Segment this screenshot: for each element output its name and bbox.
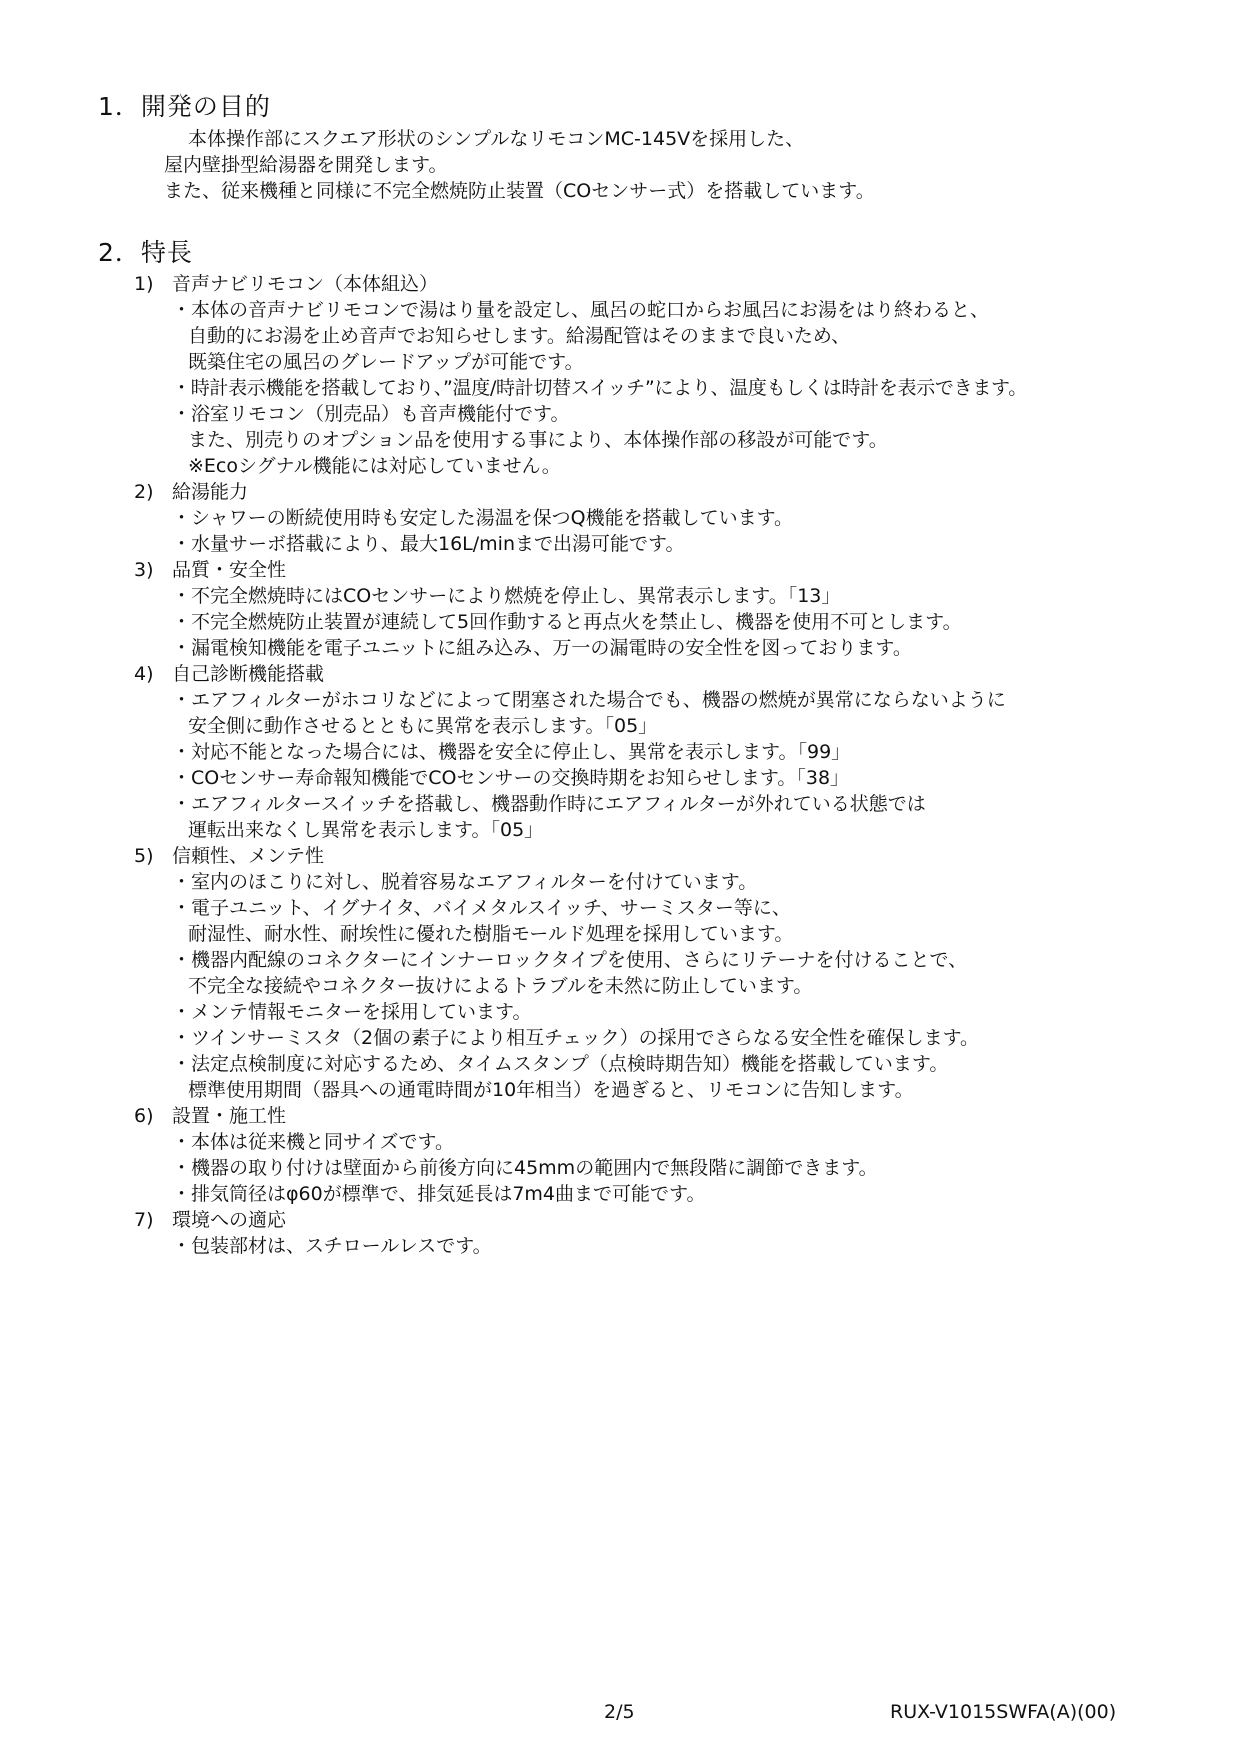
feature-line: ・シャワーの断続使用時も安定した湯温を保つQ機能を搭載しています。: [172, 507, 794, 529]
feature-number: 5): [134, 845, 154, 867]
feature-title: 信頼性、メンテ性: [172, 845, 325, 867]
feature-line: ・メンテ情報モニターを採用しています。: [172, 1001, 532, 1023]
feature-line: 標準使用期間（器具への通電時間が10年相当）を過ぎると、リモコンに告知します。: [188, 1079, 914, 1101]
section-1-line: また、従来機種と同様に不完全燃焼防止装置（COセンサー式）を搭載しています。: [164, 180, 875, 202]
feature-title: 品質・安全性: [172, 559, 287, 581]
feature-line: ・不完全燃焼時にはCOセンサーにより燃焼を停止し、異常表示します。「13」: [172, 585, 841, 607]
feature-line: 既築住宅の風呂のグレードアップが可能です。: [188, 351, 584, 373]
feature-heading: [134, 557, 286, 583]
feature-line: ※Ecoシグナル機能には対応していません。: [188, 455, 561, 477]
feature-heading: [134, 661, 324, 687]
feature-line: ・電子ユニット、イグナイタ、バイメタルスイッチ、サーミスター等に、: [172, 897, 791, 919]
feature-line: ・ツインサーミスタ（2個の素子により相互チェック）の採用でさらなる安全性を確保します。: [172, 1027, 980, 1049]
feature-line: ・排気筒径はφ60が標準で、排気延長は7m4曲まで可能です。: [172, 1183, 706, 1205]
feature-line: ・法定点検制度に対応するため、タイムスタンプ（点検時期告知）機能を搭載しています。: [172, 1053, 949, 1075]
feature-line: ・不完全燃焼防止装置が連続して5回作動すると再点火を禁止し、機器を使用不可とします。: [172, 611, 962, 633]
feature-line: ・COセンサー寿命報知機能でCOセンサーの交換時期をお知らせします。「38」: [172, 767, 850, 789]
feature-title: 環境への適応: [172, 1209, 287, 1231]
feature-line: ・本体の音声ナビリモコンで湯はり量を設定し、風呂の蛇口からお風呂にお湯をはり終わると、: [172, 299, 990, 321]
feature-line: 安全側に動作させるとともに異常を表示します。「05」: [188, 715, 658, 737]
feature-line: 自動的にお湯を止め音声でお知らせします。給湯配管はそのままで良いため、: [188, 325, 851, 347]
feature-line: ・エアフィルタースイッチを搭載し、機器動作時にエアフィルターが外れている状態では: [172, 793, 926, 815]
section-2-title: 2．特長: [98, 238, 193, 267]
feature-number: 3): [134, 559, 154, 581]
feature-line: ・本体は従来機と同サイズです。: [172, 1131, 454, 1153]
feature-heading: [134, 479, 248, 505]
feature-title: 音声ナビリモコン（本体組込）: [172, 273, 439, 295]
feature-line: また、別売りのオプション品を使用する事により、本体操作部の移設が可能です。: [188, 429, 888, 451]
section-1-line: 本体操作部にスクエア形状のシンプルなリモコンMC-145Vを採用した、: [188, 128, 805, 150]
feature-heading: [134, 271, 438, 297]
feature-heading: [134, 843, 324, 869]
feature-line: ・包装部材は、スチロールレスです。: [172, 1235, 492, 1257]
feature-title: 自己診断機能搭載: [172, 663, 325, 685]
page-number: 2/5: [604, 1701, 635, 1723]
feature-line: 耐湿性、耐水性、耐埃性に優れた樹脂モールド処理を採用しています。: [188, 923, 794, 945]
feature-line: 運転出来なくし異常を表示します。「05」: [188, 819, 544, 841]
feature-number: 6): [134, 1105, 154, 1127]
feature-line: ・時計表示機能を搭載しており、”温度/時計切替スイッチ”により、温度もしくは時計を表示できます。: [172, 377, 1027, 399]
feature-title: 給湯能力: [172, 481, 249, 503]
feature-line: ・室内のほこりに対し、脱着容易なエアフィルターを付けています。: [172, 871, 758, 893]
feature-heading: [134, 1103, 286, 1129]
feature-line: 不完全な接続やコネクター抜けによるトラブルを未然に防止しています。: [188, 975, 813, 997]
feature-number: 7): [134, 1209, 154, 1231]
feature-title: 設置・施工性: [172, 1105, 287, 1127]
feature-line: ・水量サーボ搭載により、最大16L/minまで出湯可能です。: [172, 533, 685, 555]
feature-number: 4): [134, 663, 154, 685]
feature-line: ・機器の取り付けは壁面から前後方向に45mmの範囲内で無段階に調節できます。: [172, 1157, 878, 1179]
feature-line: ・対応不能となった場合には、機器を安全に停止し、異常を表示します。「99」: [172, 741, 851, 763]
feature-heading: [134, 1207, 286, 1233]
feature-line: ・エアフィルターがホコリなどによって閉塞された場合でも、機器の燃焼が異常にならないように: [172, 689, 1006, 711]
section-1-title: 1．開発の目的: [98, 92, 271, 121]
feature-line: ・浴室リモコン（別売品）も音声機能付です。: [172, 403, 570, 425]
feature-number: 2): [134, 481, 154, 503]
document-id: RUX-V1015SWFA(A)(00): [890, 1701, 1117, 1723]
feature-number: 1): [134, 273, 154, 295]
section-1-line: 屋内壁掛型給湯器を開発します。: [164, 154, 448, 176]
feature-line: ・機器内配線のコネクターにインナーロックタイプを使用、さらにリテーナを付けることで、: [172, 949, 968, 971]
feature-line: ・漏電検知機能を電子ユニットに組み込み、万一の漏電時の安全性を図っております。: [172, 637, 912, 659]
